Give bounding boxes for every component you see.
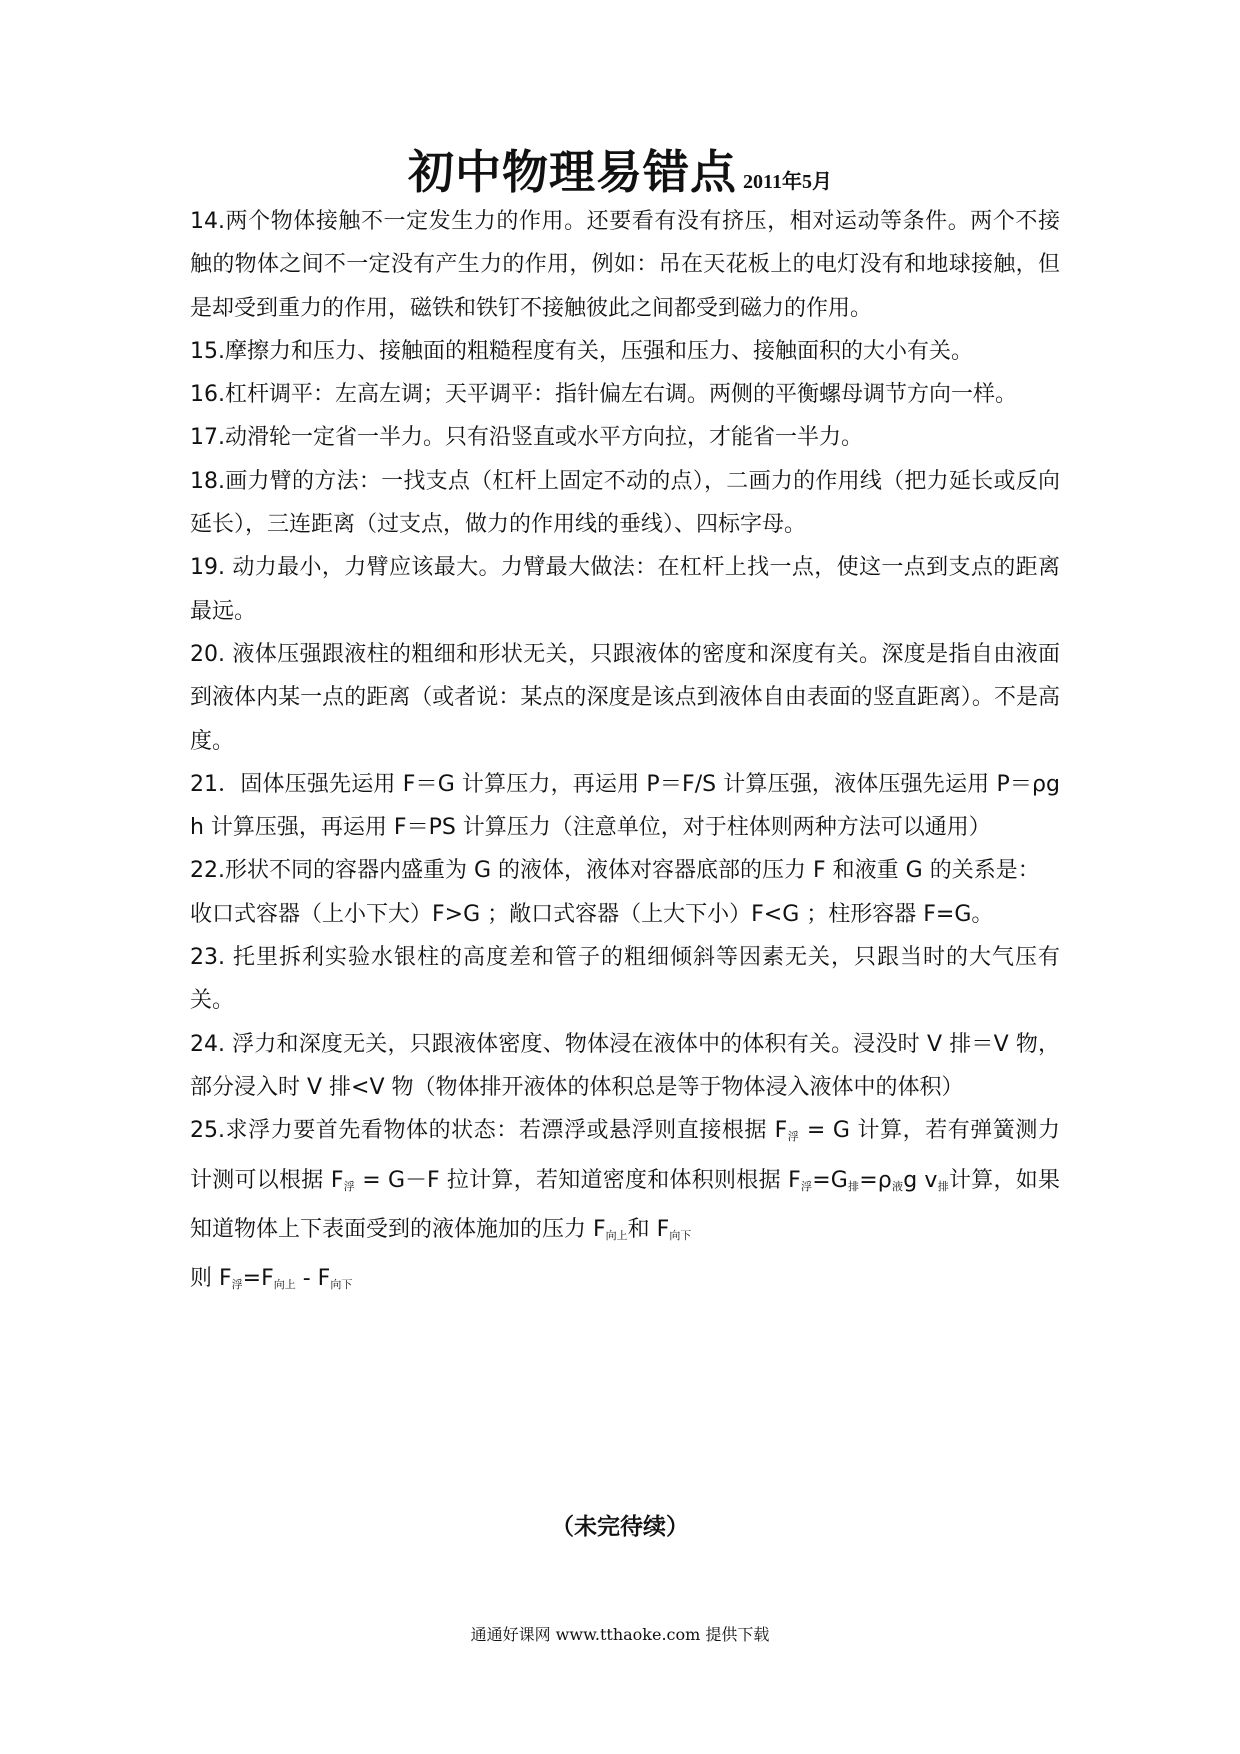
item-25-text: 和 F [627,1216,670,1242]
footer-source: 通通好课网 www.tthaoke.com 提供下载 [470,1625,770,1644]
subscript: 浮 [787,1130,800,1144]
item-19: 19. 动力最小，力臂应该最大。力臂最大做法：在杠杆上找一点，使这一点到支点的距离最远。 [190,555,1060,624]
subscript: 浮 [231,1278,243,1292]
item-25 [190,1109,1060,1257]
subscript: 向下 [330,1278,353,1292]
subscript: 向下 [669,1228,692,1242]
item-23: 23. 托里拆利实验水银柱的高度差和管子的粗细倾斜等因素无关，只跟当时的大气压有关。 [190,945,1060,1014]
formula-text: - F [295,1266,331,1292]
item-25-text: g v [903,1167,938,1193]
item-24: 24. 浮力和深度无关，只跟液体密度、物体浸在液体中的体积有关。浸没时 V 排＝V 物，部分浸入时 V 排<V 物（物体排开液体的体积总是等于物体浸入液体中的体积） [190,1031,1060,1100]
subscript: 向上 [273,1278,296,1292]
item-14: 14.两个物体接触不一定发生力的作用。还要看有没有挤压，相对运动等条件。两个不接触的物体之间不一定没有产生力的作用，例如：吊在天花板上的电灯没有和地球接触，但是却受到重力的作用，磁铁和铁钉不接触彼此之间都受到磁力的作用。 [190,209,1060,321]
item-25-formula [190,1257,1060,1306]
item-22: 22.形状不同的容器内盛重为 G 的液体，液体对容器底部的压力 F 和液重 G 的关系是： [190,858,1040,884]
item-25-text: = G－F 拉计算，若知道密度和体积则根据 F [355,1167,801,1193]
item-25-text: =G [812,1167,848,1193]
subscript: 液 [891,1179,904,1193]
item-15: 15.摩擦力和压力、接触面的粗糙程度有关，压强和压力、接触面积的大小有关。 [190,338,973,364]
subscript: 向上 [605,1228,628,1242]
formula-text: 则 F [190,1266,232,1292]
item-17: 17.动滑轮一定省一半力。只有沿竖直或水平方向拉，才能省一半力。 [190,425,863,451]
subscript: 浮 [800,1179,813,1193]
item-25-text: = G 计算，若有弹簧测力计测可以根据 F [190,1118,1060,1193]
item-22-relations: 收口式容器（上小下大）F>G ；敞口式容器（上大下小）F<G ；柱形容器 F=G。 [190,901,994,927]
date-label: 2011年5月 [743,171,832,193]
item-16: 16.杠杆调平：左高左调；天平调平：指针偏左右调。两侧的平衡螺母调节方向一样。 [190,382,1017,408]
content-body [190,200,1060,1306]
subscript: 浮 [343,1179,356,1193]
item-21: 21．固体压强先运用 F＝G 计算压力，再运用 P＝F/S 计算压强，液体压强先运用 P＝ρg h 计算压强，再运用 F＝PS 计算压力（注意单位，对于柱体则两种方法可以通用） [190,771,1060,841]
subscript: 排 [847,1179,860,1193]
item-25-text: 25.求浮力要首先看物体的状态：若漂浮或悬浮则直接根据 F [190,1118,788,1144]
page-title: 初中物理易错点 [408,145,738,199]
item-25-text: =ρ [859,1167,892,1193]
item-25-text: 计算，如果知道物体上下表面受到的液体施加的压力 F [190,1167,1061,1242]
item-20: 20. 液体压强跟液柱的粗细和形状无关，只跟液体的密度和深度有关。深度是指自由液面到液体内某一点的距离（或者说：某点的深度是该点到液体自由表面的竖直距离）。不是高度。 [190,641,1060,754]
subscript: 排 [937,1179,949,1193]
item-18: 18.画力臂的方法：一找支点（杠杆上固定不动的点），二画力的作用线（把力延长或反向延长），三连距离（过支点，做力的作用线的垂线）、四标字母。 [190,468,1060,538]
header [0,136,1240,202]
formula-text: =F [242,1266,274,1292]
to-be-continued: （未完待续） [551,1514,689,1540]
